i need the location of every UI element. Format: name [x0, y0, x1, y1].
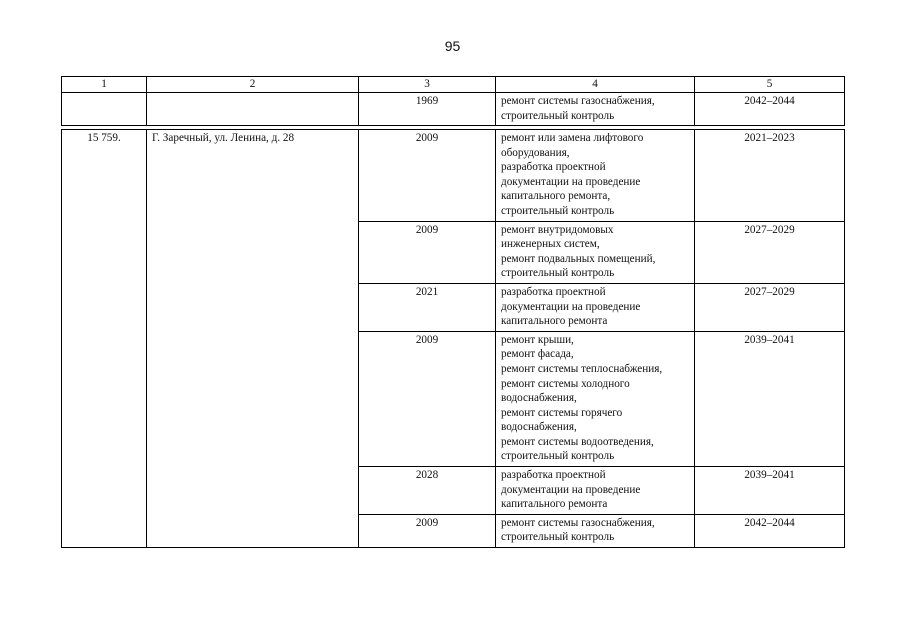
work-cell: ремонт крыши, ремонт фасада, ремонт системы теплоснабжения, ремонт системы холодного водоснабжения, ремонт системы горячего водоснабжения, ремонт системы водоотведения, строительный контроль	[496, 331, 695, 466]
column-header-3: 3	[359, 77, 496, 93]
year-cell: 2009	[359, 130, 496, 222]
table-continuation	[61, 76, 845, 126]
work-cell: разработка проектной документации на проведение капитального ремонта	[496, 283, 695, 331]
table-row	[62, 130, 845, 222]
work-cell: ремонт системы газоснабжения, строительный контроль	[496, 514, 695, 547]
row-number-cell	[62, 93, 147, 126]
page-number: 95	[444, 38, 461, 54]
period-cell: 2039–2041	[695, 467, 845, 515]
period-cell: 2042–2044	[695, 93, 845, 126]
work-cell: ремонт системы газоснабжения, строительный контроль	[496, 93, 695, 126]
work-cell: ремонт или замена лифтового оборудования, разработка проектной документации на проведение капитального ремонта, строительный контроль	[496, 130, 695, 222]
period-cell: 2039–2041	[695, 331, 845, 466]
address-cell	[147, 93, 359, 126]
column-header-4: 4	[496, 77, 695, 93]
address-cell: Г. Заречный, ул. Ленина, д. 28	[147, 130, 359, 548]
table-row	[62, 93, 845, 126]
column-header-5: 5	[695, 77, 845, 93]
table-header-row	[62, 77, 845, 93]
period-cell: 2027–2029	[695, 283, 845, 331]
period-cell: 2027–2029	[695, 221, 845, 283]
row-number-cell: 15 759.	[62, 130, 147, 548]
year-cell: 2009	[359, 221, 496, 283]
work-cell: ремонт внутридомовых инженерных систем, ремонт подвальных помещений, строительный контроль	[496, 221, 695, 283]
year-cell: 2028	[359, 467, 496, 515]
period-cell: 2021–2023	[695, 130, 845, 222]
table-object-15759	[61, 129, 845, 548]
year-cell: 2009	[359, 514, 496, 547]
year-cell: 1969	[359, 93, 496, 126]
column-header-1: 1	[62, 77, 147, 93]
column-header-2: 2	[147, 77, 359, 93]
year-cell: 2021	[359, 283, 496, 331]
year-cell: 2009	[359, 331, 496, 466]
period-cell: 2042–2044	[695, 514, 845, 547]
work-cell: разработка проектной документации на проведение капитального ремонта	[496, 467, 695, 515]
